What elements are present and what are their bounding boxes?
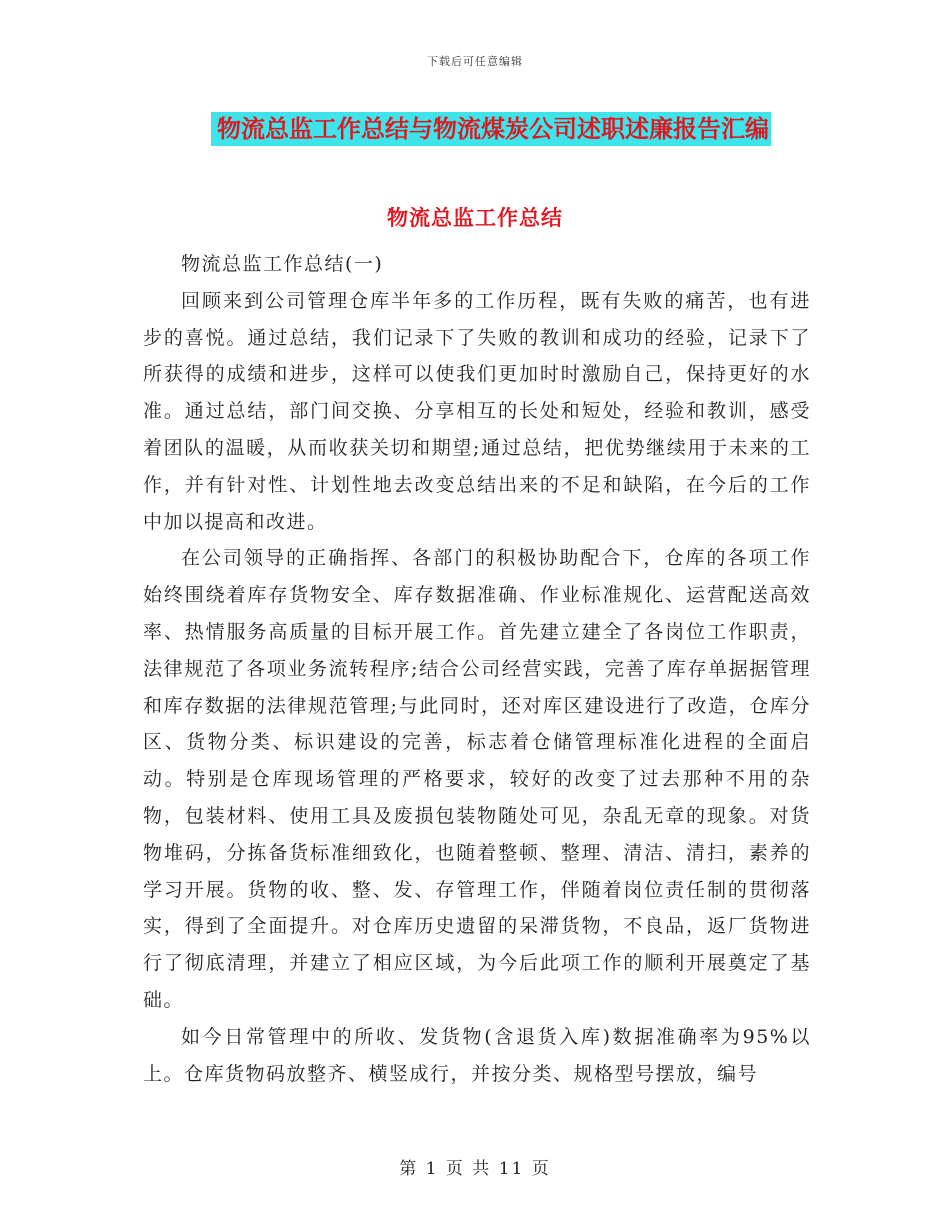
paragraph-3: 如今日常管理中的所收、发货物(含退货入库)数据准确率为95%以上。仓库货物码放整齐、横竖成行，并按分类、规格型号摆放，编号: [143, 1025, 811, 1085]
total-pages: 11: [498, 1159, 525, 1179]
page-number: 1: [425, 1159, 439, 1179]
main-title-container: [0, 112, 950, 146]
subheading: 物流总监工作总结(一): [181, 253, 384, 275]
paragraph-1: 回顾来到公司管理仓库半年多的工作历程，既有失败的痛苦，也有进步的喜悦。通过总结，我们记录下了失败的教训和成功的经验，记录下了所获得的成绩和进步，这样可以使我们更加时时激励自己，保持更好的水准。通过总结，部门间交换、分享相互的长处和短处，经验和教训，感受着团队的温暖，从而收获关切和期望;通过总结，把优势继续用于未来的工作，并有针对性、计划性地去改变总结出来的不足和缺陷，在今后的工作中加以提高和改进。: [143, 289, 811, 533]
page-label-middle: 页 共: [445, 1159, 492, 1179]
section-title: 物流总监工作总结: [387, 206, 563, 230]
header-note: 下载后可任意编辑: [427, 55, 523, 68]
document-body: [143, 246, 811, 1092]
paragraph-2: 在公司领导的正确指挥、各部门的积极协助配合下，仓库的各项工作始终围绕着库存货物安全、库存数据准确、作业标准规化、运营配送高效率、热情服务高质量的目标开展工作。首先建立建全了各岗位工作职责，法律规范了各项业务流转程序;结合公司经营实践，完善了库存单据据管理和库存数据的法律规范管理;与此同时，还对库区建设进行了改造，仓库分区、货物分类、标识建设的完善，标志着仓储管理标准化进程的全面启动。特别是仓库现场管理的严格要求，较好的改变了过去那种不用的杂物，包装材料、使用工具及废损包装物随处可见，杂乱无章的现象。对货物堆码，分拣备货标准细致化，也随着整顿、整理、清洁、清扫，素养的学习开展。货物的收、整、发、存管理工作，伴随着岗位责任制的贯彻落实，得到了全面提升。对仓库历史遗留的呆滞货物，不良品，返厂货物进行了彻底清理，并建立了相应区域，为今后此项工作的顺利开展奠定了基础。: [143, 547, 811, 1011]
main-title: 物流总监工作总结与物流煤炭公司述职述廉报告汇编: [211, 112, 771, 146]
page-label-prefix: 第: [399, 1159, 419, 1179]
page-footer: [0, 1154, 950, 1179]
page-label-suffix: 页: [531, 1159, 551, 1179]
